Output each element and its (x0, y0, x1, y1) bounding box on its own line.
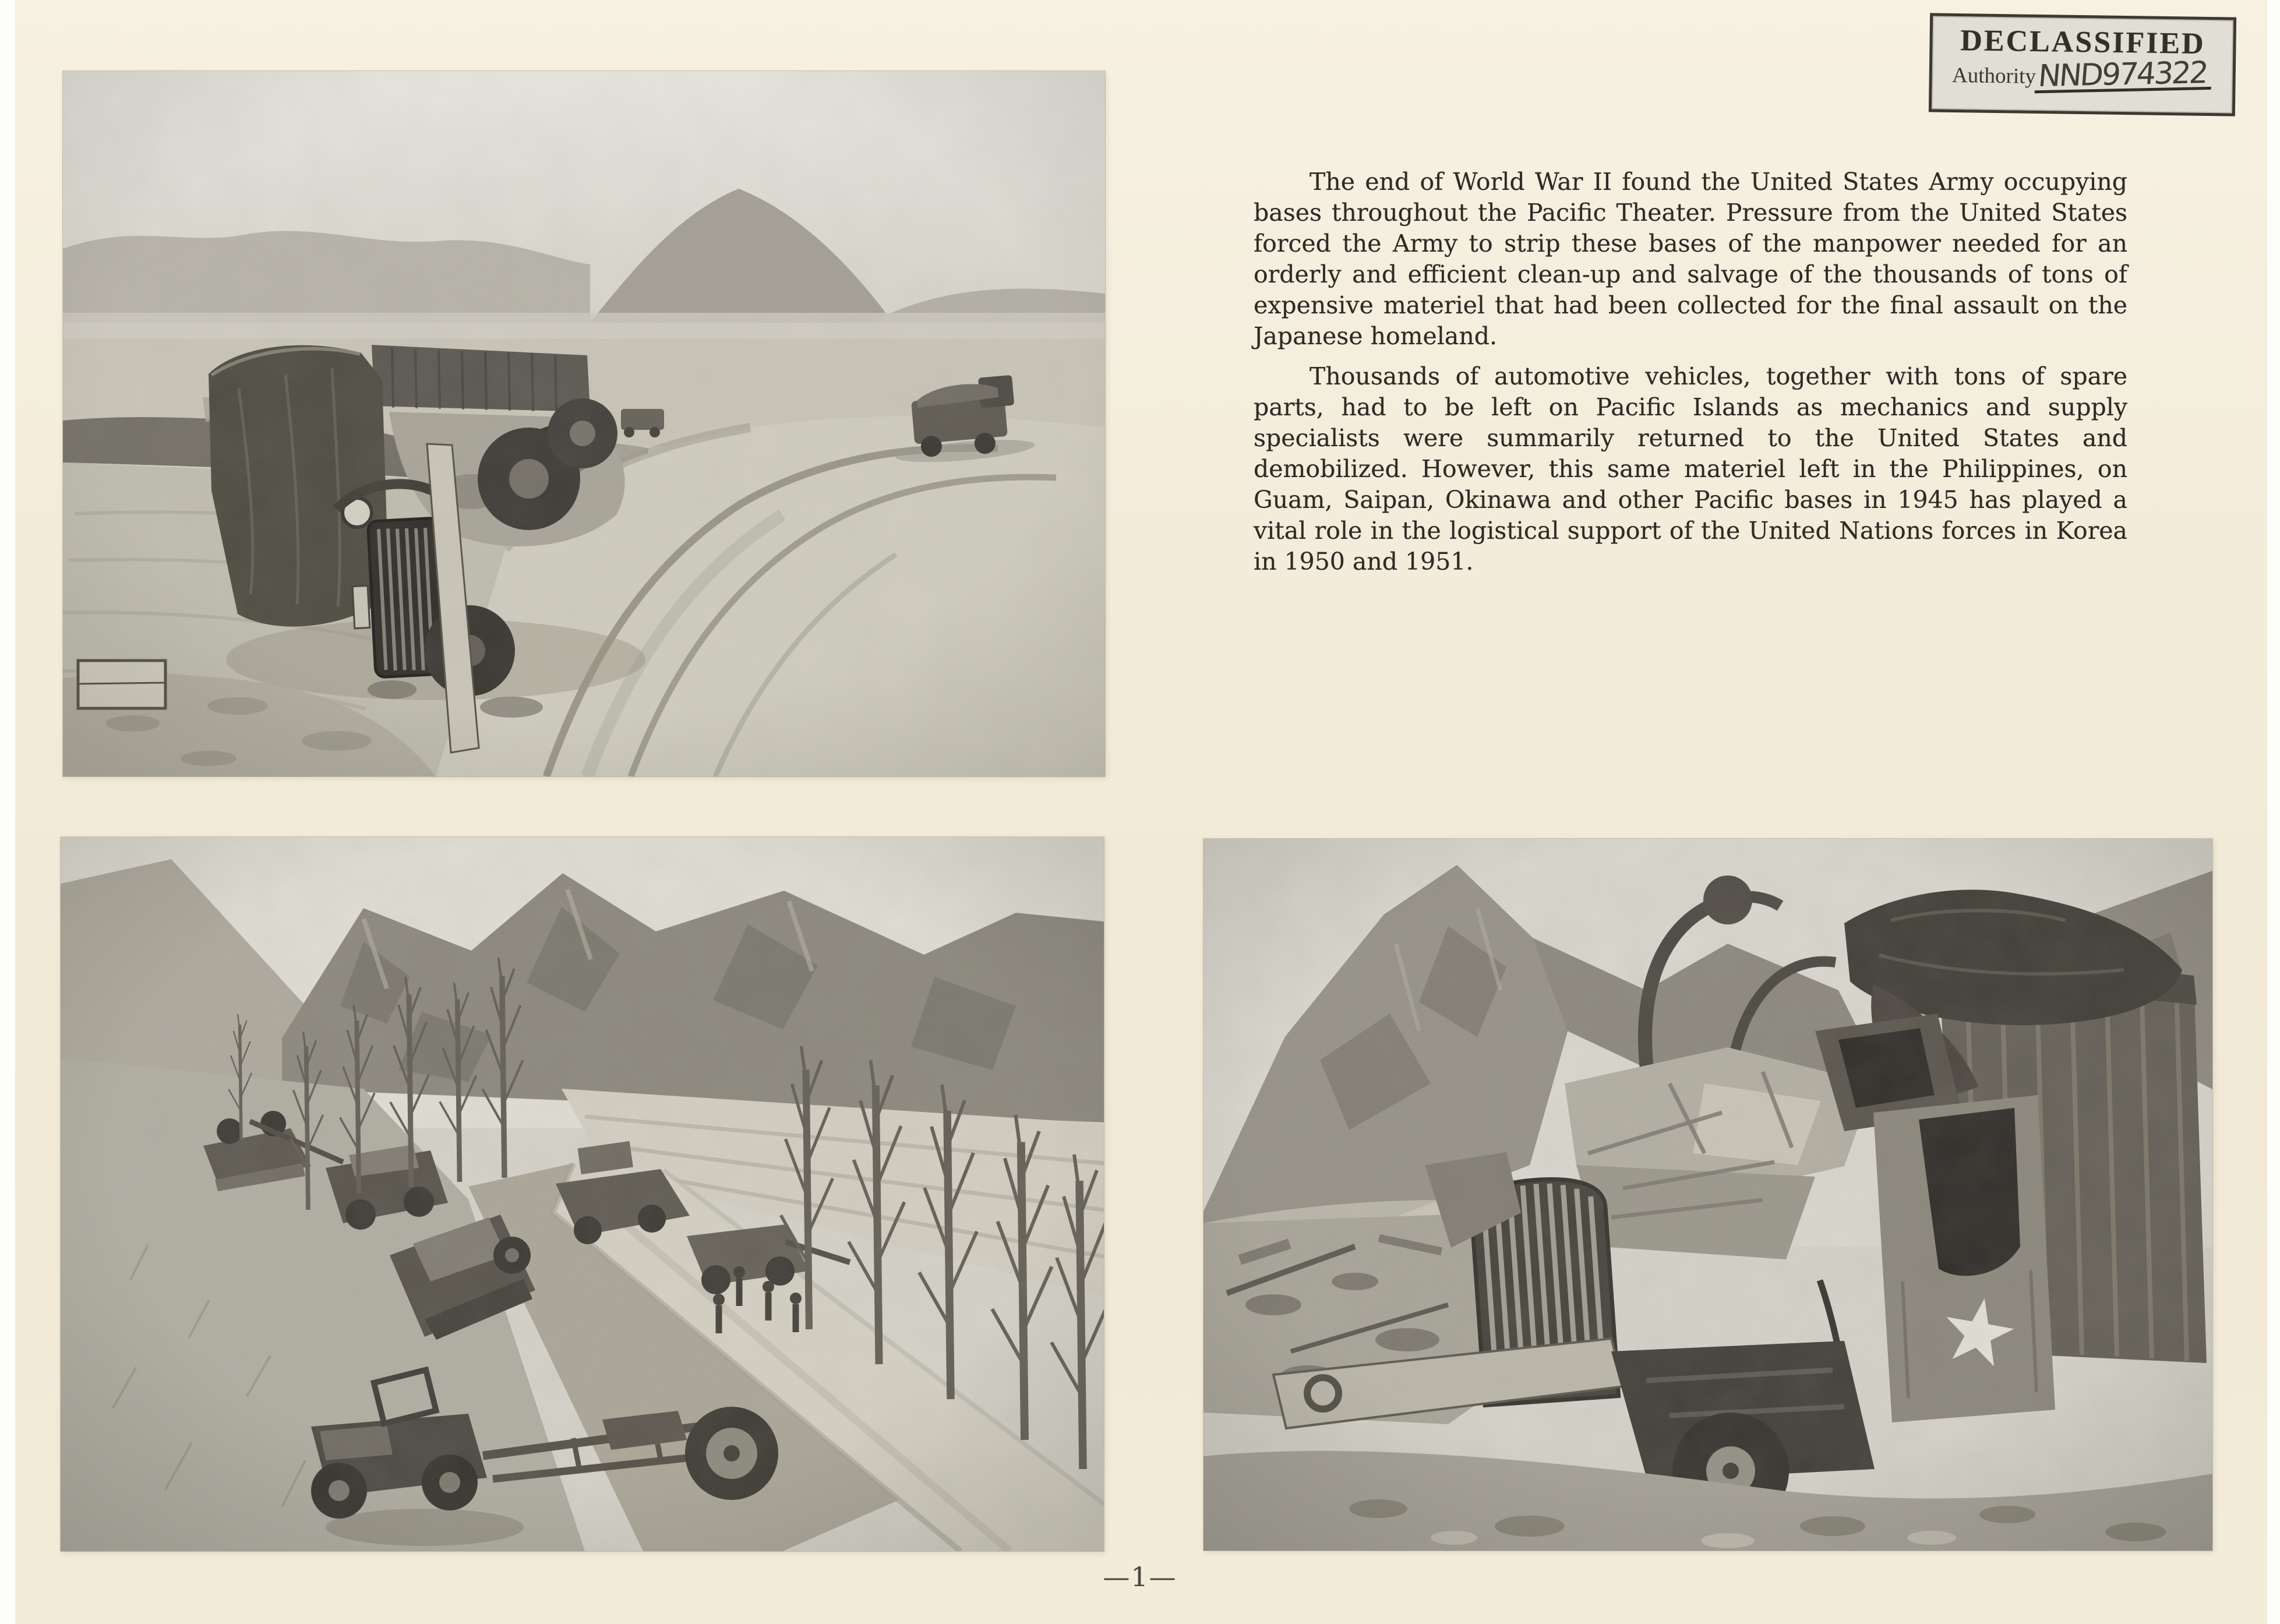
paragraph-1: The end of World War II found the United States Army occupying bases throughout the Pacific Theater. Pressure from the United States forced the Army to strip these bases of the manpower needed for an orderly and efficient clean-up and salvage of the thousands of tons of expensive materiel that had been collected for the final assault on the Japanese homeland. (1254, 168, 2127, 350)
photo-valley-road-art (61, 837, 1104, 1551)
page-number: —1— (1103, 1561, 1177, 1593)
declassified-stamp (1929, 13, 2236, 116)
photo-wrecked-truck-art (1203, 839, 2212, 1551)
paragraph-2: Thousands of automotive vehicles, together with tons of spare parts, had to be left on Pacific Islands as mechanics and supply specialists were summarily returned to the United States and demobilized. However, this same materiel left in the Philippines, on Guam, Saipan, Okinawa and other Pacific bases in 1945 has played a vital role in the logistical support of the United Nations forces in Korea in 1950 and 1951. (1254, 362, 2127, 576)
photo-overturned-truck-road (63, 71, 1105, 776)
photo-wrecked-truck-closeup (1203, 839, 2212, 1551)
photo-valley-road-wrecks (61, 837, 1104, 1551)
scan-edge-right (2267, 0, 2280, 1624)
photo-overturned-truck-art (63, 71, 1105, 776)
stamp-title: DECLASSIFIED (1960, 24, 2206, 61)
stamp-authority-label: Authority (1951, 63, 2037, 89)
stamp-authority-number-handwritten: NND974322 (2035, 59, 2214, 93)
body-text (1254, 167, 2127, 577)
stamp-authority-line (1932, 55, 2233, 94)
scan-edge-left (0, 0, 15, 1624)
